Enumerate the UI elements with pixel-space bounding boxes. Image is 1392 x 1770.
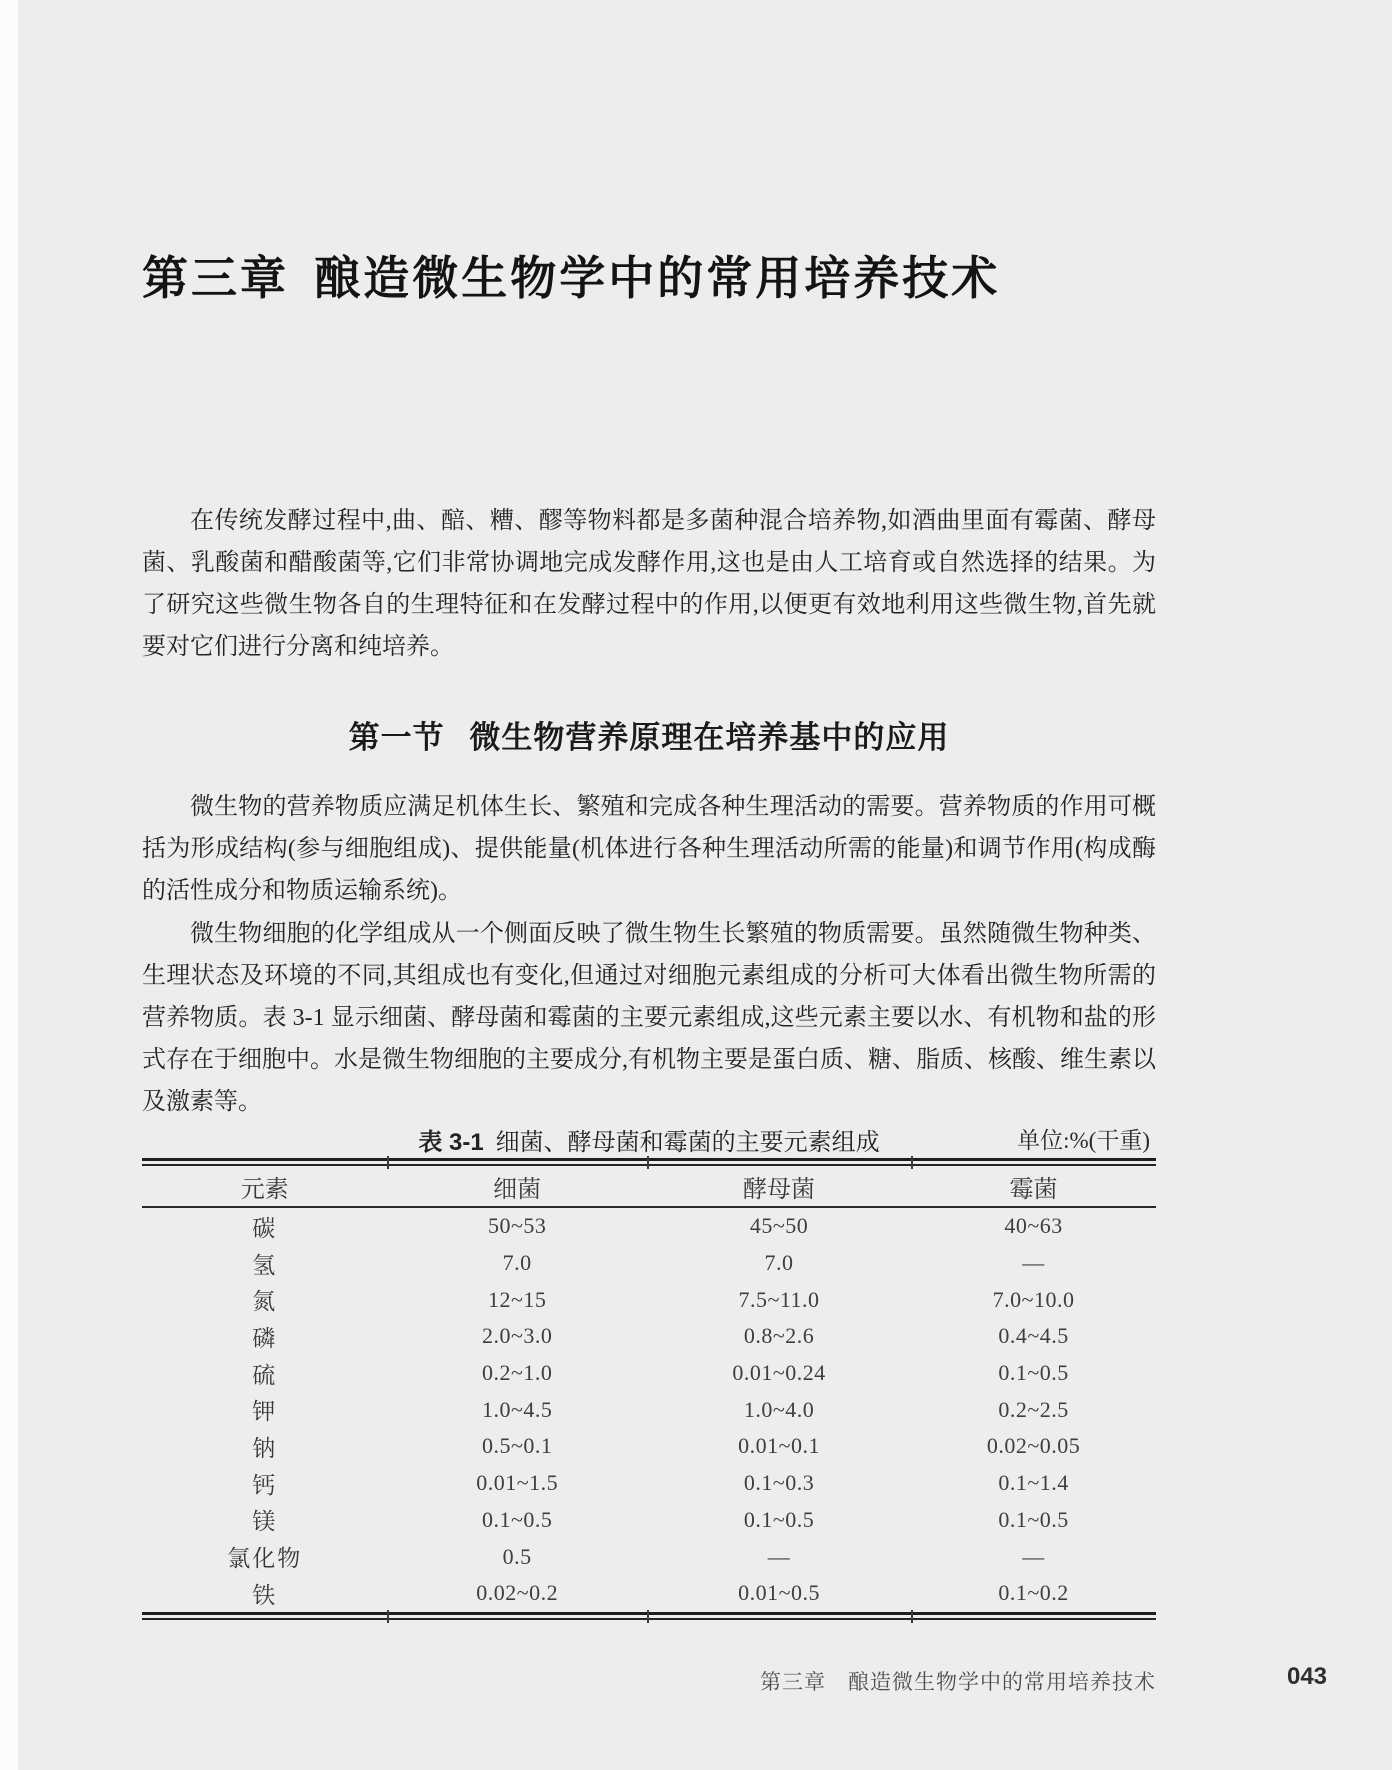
table-row — [142, 1355, 1156, 1392]
element-name-cell: 钾 — [252, 1399, 278, 1425]
element-name-cell: 钙 — [252, 1472, 278, 1498]
value-cell: 1.0~4.5 — [481, 1396, 553, 1422]
column-header-bacteria: 细菌 — [493, 1177, 542, 1203]
value-cell: 7.5~11.0 — [738, 1286, 820, 1312]
value-cell: 7.0 — [502, 1250, 532, 1276]
value-cell: 1.0~4.0 — [743, 1396, 815, 1422]
scan-edge-strip — [0, 0, 18, 1770]
value-cell: — — [1022, 1250, 1045, 1276]
value-cell: 50~53 — [487, 1213, 547, 1239]
table-unit-label: 单位:%(干重) — [1017, 1128, 1150, 1153]
column-tick — [387, 1610, 389, 1623]
value-cell: 0.1~0.5 — [481, 1506, 553, 1532]
column-header-yeast: 酵母菌 — [743, 1177, 816, 1203]
value-cell: 0.01~1.5 — [476, 1470, 559, 1496]
rule-line — [142, 1158, 1156, 1161]
table-row — [142, 1502, 1156, 1539]
value-cell: 7.0 — [764, 1250, 794, 1276]
table-header-row — [142, 1167, 1156, 1206]
chapter-title-text: 酿造微生物学中的常用培养技术 — [314, 252, 1001, 304]
value-cell: 0.5~0.1 — [481, 1433, 553, 1459]
value-cell: 0.01~0.24 — [732, 1360, 826, 1386]
page-number: 043 — [1286, 1663, 1328, 1690]
rule-line — [142, 1164, 1156, 1166]
table-row — [142, 1318, 1156, 1355]
column-header-mold: 霉菌 — [1009, 1177, 1058, 1203]
element-name-cell: 磷 — [252, 1325, 278, 1351]
value-cell: 0.02~0.2 — [476, 1580, 559, 1606]
intro-paragraph: 在传统发酵过程中,曲、醅、糟、醪等物料都是多菌种混合培养物,如酒曲里面有霉菌、酵母菌、乳酸菌和醋酸菌等,它们非常协调地完成发酵作用,这也是由人工培育或自然选择的结果。为了研究这些微生物各自的生理特征和在发酵过程中的作用,以便更有效地利用这些微生物,首先就要对它们进行分离和纯培养。 — [142, 508, 1156, 660]
value-cell: 0.1~0.5 — [998, 1506, 1069, 1532]
table-caption-title: 细菌、酵母菌和霉菌的主要元素组成 — [495, 1130, 880, 1156]
value-cell: 0.5 — [502, 1543, 532, 1569]
value-cell: 0.01~0.5 — [738, 1580, 820, 1606]
element-name-cell: 氢 — [252, 1252, 278, 1278]
column-tick — [911, 1610, 913, 1623]
value-cell: 45~50 — [749, 1213, 809, 1239]
value-cell: 0.1~0.3 — [743, 1470, 815, 1496]
value-cell: 0.4~4.5 — [998, 1323, 1069, 1349]
element-name-cell: 硫 — [252, 1362, 278, 1388]
table-top-rule — [142, 1158, 1156, 1167]
body-paragraph-2: 微生物的营养物质应满足机体生长、繁殖和完成各种生理活动的需要。营养物质的作用可概括为形成结构(参与细胞组成)、提供能量(机体进行各种生理活动所需的能量)和调节作用(构成酶的活性成分和物质运输系统)。 — [142, 794, 1156, 904]
value-cell: 2.0~3.0 — [481, 1323, 553, 1349]
rule-line — [142, 1618, 1156, 1620]
element-name-cell: 氯化物 — [227, 1546, 303, 1572]
element-name-cell: 碳 — [252, 1215, 278, 1241]
table-row — [142, 1391, 1156, 1428]
element-name-cell: 镁 — [252, 1509, 278, 1535]
value-cell: 0.1~0.5 — [743, 1506, 815, 1532]
value-cell: — — [1022, 1543, 1045, 1569]
value-cell: 7.0~10.0 — [992, 1286, 1075, 1312]
value-cell: 12~15 — [487, 1286, 547, 1312]
table-row — [142, 1538, 1156, 1575]
chapter-label: 第三章 — [142, 252, 289, 304]
table-row — [142, 1428, 1156, 1465]
column-header-element: 元素 — [240, 1177, 289, 1203]
table-row — [142, 1575, 1156, 1612]
section-heading — [142, 712, 1156, 757]
value-cell: 0.1~0.2 — [998, 1580, 1069, 1606]
value-cell: 0.01~0.1 — [738, 1433, 820, 1459]
footer-chapter-label: 第三章 酿造微生物学中的常用培养技术 — [760, 1670, 1156, 1694]
table-caption — [142, 1122, 1156, 1158]
value-cell: 0.8~2.6 — [743, 1323, 815, 1349]
table-row — [142, 1465, 1156, 1502]
value-cell: 0.02~0.05 — [986, 1433, 1081, 1459]
value-cell: — — [767, 1543, 791, 1569]
value-cell: 0.1~0.5 — [998, 1360, 1069, 1386]
chapter-title — [142, 248, 1242, 308]
table-row — [142, 1245, 1156, 1282]
table-bottom-rule — [142, 1612, 1156, 1621]
element-name-cell: 铁 — [252, 1582, 278, 1608]
rule-line — [142, 1612, 1156, 1615]
section-label: 第一节 — [348, 720, 445, 755]
body-paragraph-3: 微生物细胞的化学组成从一个侧面反映了微生物生长繁殖的物质需要。虽然随微生物种类、生理状态及环境的不同,其组成也有变化,但通过对细胞元素组成的分析可大体看出微生物所需的营养物质。表 3-1 显示细菌、酵母菌和霉菌的主要元素组成,这些元素主要以水、有机物和盐的形式存在于细胞中。水是微生物细胞的主要成分,有机物主要是蛋白质、糖、脂质、核酸、维生素以及激素等。 — [142, 921, 1156, 1115]
value-cell: 0.1~1.4 — [998, 1470, 1069, 1496]
table-row — [142, 1281, 1156, 1318]
table-caption-label: 表 3-1 — [418, 1129, 484, 1156]
value-cell: 40~63 — [1004, 1213, 1063, 1239]
section-title-text: 微生物营养原理在培养基中的应用 — [469, 720, 950, 755]
value-cell: 0.2~1.0 — [481, 1360, 553, 1386]
element-table-body — [142, 1208, 1156, 1612]
column-tick — [647, 1610, 649, 1623]
element-name-cell: 氮 — [252, 1289, 278, 1315]
element-name-cell: 钠 — [252, 1435, 278, 1461]
table-row — [142, 1208, 1156, 1245]
value-cell: 0.2~2.5 — [998, 1396, 1069, 1422]
